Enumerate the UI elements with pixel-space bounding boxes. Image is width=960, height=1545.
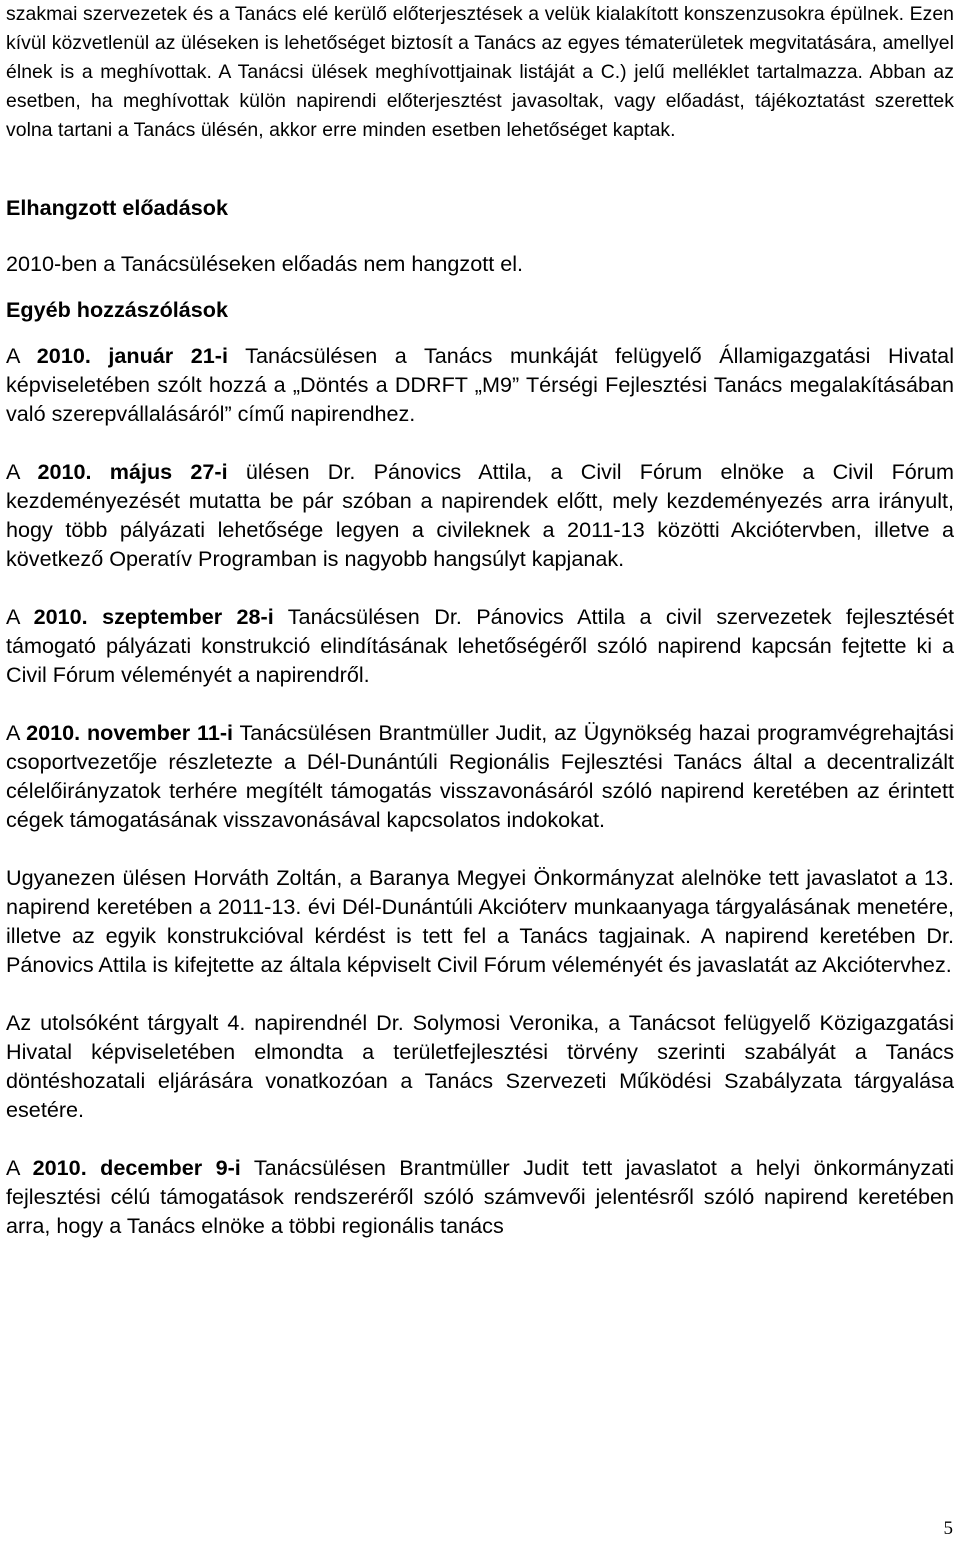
meeting-date: 2010. december 9-i	[32, 1155, 241, 1180]
paragraph-body: Tanácsülésen Brantmüller Judit tett javaslatot a helyi önkormányzati fejlesztési célú támogatások rendszeréről szóló számvevői jelentésről szóló napirend keretében arra, hogy a Tanács elnöke a többi regionális tanács	[6, 1155, 954, 1238]
meeting-date: 2010. november 11-i	[26, 720, 234, 745]
comment-paragraph-january	[6, 341, 954, 428]
comment-paragraph-november	[6, 718, 954, 834]
paragraph-body: Tanácsülésen a Tanács munkáját felügyelő Államigazgatási Hivatal képviseletében szólt hozzá a „Döntés a DDRFT „M9” Térségi Fejlesztési Tanács megalakításában való szerepvállalásáról” című napirendhez.	[6, 343, 954, 426]
document-page	[6, 0, 954, 1240]
comment-paragraph-december	[6, 1153, 954, 1240]
comment-paragraph-last-agenda: Az utolsóként tárgyalt 4. napirendnél Dr. Solymosi Veronika, a Tanácsot felügyelő Közigazgatási Hivatal képviseletében elmondta a területfejlesztési törvény szerinti szabályát a Tanács döntéshozatali eljárására vonatkozóan a Tanács Szervezeti Működési Szabályzata tárgyalása esetére.	[6, 1010, 954, 1122]
comment-paragraph-same-meeting: Ugyanezen ülésen Horváth Zoltán, a Baranya Megyei Önkormányzat alelnöke tett javaslatot a 13. napirend keretében a 2011-13. évi Dél-Dunántúli Akcióterv munkaanyaga tárgyalásának menetére, illetve az egyik konstrukcióval kérdést is tett fel a Tanács tagjainak. A napirend keretében Dr. Pánovics Attila is kifejtette az általa képviselt Civil Fórum véleményét és javaslatát az Akciótervhez.	[6, 865, 954, 977]
meeting-date: 2010. május 27-i	[37, 459, 228, 484]
comment-paragraph-may	[6, 457, 954, 573]
intro-paragraph: szakmai szervezetek és a Tanács elé kerülő előterjesztések a velük kialakított konszenzusokra épülnek. Ezen kívül közvetlenül az üléseken is lehetőséget biztosít a Tanács az egyes tématerületek megvitatására, amellyel élnek is a meghívottak. A Tanácsi ülések meghívottjainak listáját a C.) jelű melléklet tartalmazza. Abban az esetben, ha meghívottak külön napirendi előterjesztést javasoltak, vagy előadást, tájékoztatást szerettek volna tartani a Tanács ülésén, akkor erre minden esetben lehetőséget kaptak.	[6, 3, 954, 141]
section-heading-presentations: Elhangzott előadások	[6, 195, 228, 220]
page-number: 5	[943, 1518, 953, 1539]
presentations-text: 2010-ben a Tanácsüléseken előadás nem hangzott el.	[6, 251, 524, 276]
meeting-date: 2010. január 21-i	[36, 343, 228, 368]
paragraph-body: ülésen Dr. Pánovics Attila, a Civil Fórum elnöke a Civil Fórum kezdeményezését mutatta be pár szóban a napirendek előtt, mely kezdeményezés arra irányult, hogy több pályázati lehetősége legyen a civileknek a 2011-13 közötti Akciótervben, illetve a következő Operatív Programban is nagyobb hangsúlyt kapjanak.	[6, 459, 954, 571]
paragraph-lead: A	[6, 720, 27, 745]
paragraph-lead: A	[6, 604, 34, 629]
paragraph-body: Tanácsülésen Brantmüller Judit, az Ügynökség hazai programvégrehajtási csoportvezetője részletezte a Dél-Dunántúli Regionális Fejlesztési Tanács által a decentralizált célelőirányzatok terhére megítélt támogatás visszavonásáról szóló napirend keretében az érintett cégek támogatásának visszavonásával kapcsolatos indokokat.	[6, 720, 954, 832]
comment-paragraph-september	[6, 602, 954, 689]
paragraph-lead: A	[6, 1155, 33, 1180]
paragraph-body: Tanácsülésen Dr. Pánovics Attila a civil szervezetek fejlesztését támogató pályázati konstrukció elindításának lehetőségéről szóló napirend kapcsán fejtette ki a Civil Fórum véleményét a napirendről.	[6, 604, 954, 687]
meeting-date: 2010. szeptember 28-i	[33, 604, 274, 629]
paragraph-lead: A	[6, 459, 38, 484]
section-heading-other-comments: Egyéb hozzászólások	[6, 297, 229, 322]
paragraph-lead: A	[6, 343, 37, 368]
